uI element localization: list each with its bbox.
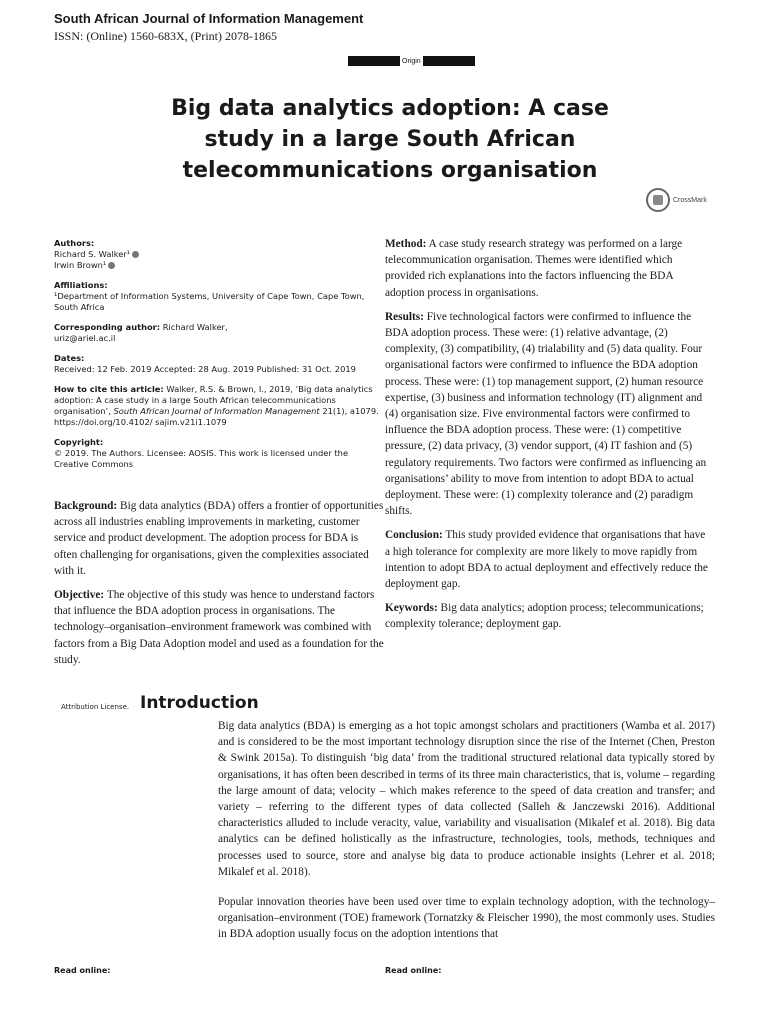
- corresponding-name: Richard Walker,: [162, 322, 228, 332]
- copyright-heading: Copyright:: [54, 437, 104, 447]
- background-text: Big data analytics (BDA) offers a frontier of opportunities across all industries enabling improvements in marketing, customer service and product development. The adoption process for BDA is often challenging for organisations, given the complexities associated with it.: [54, 500, 384, 577]
- method-heading: Method:: [385, 238, 427, 250]
- affiliation: ¹Department of Information Systems, University of Cape Town, Cape Town, South Africa: [54, 291, 365, 312]
- title-line-3: telecommunications organisation: [182, 158, 598, 183]
- dates: Received: 12 Feb. 2019 Accepted: 28 Aug. 2019 Published: 31 Oct. 2019: [54, 364, 356, 374]
- redaction-block-left: [348, 56, 400, 66]
- author-1: Richard S. Walker¹: [54, 249, 131, 259]
- journal-name: South African Journal of Information Management: [54, 11, 364, 26]
- author-2: Irwin Brown¹: [54, 260, 107, 270]
- crossmark-icon: [646, 188, 670, 212]
- corresponding-email[interactable]: uriz@ariel.ac.il: [54, 333, 116, 343]
- copyright: © 2019. The Authors. Licensee: AOSIS. This work is licensed under the Creative Commons: [54, 448, 349, 469]
- article-title: [150, 93, 630, 186]
- article-type: Origin: [402, 57, 421, 65]
- abstract-right: [385, 236, 710, 641]
- intro-paragraph-2: Popular innovation theories have been used over time to explain technology adoption, with the technology–organisation–environment (TOE) framework (Tornatzky & Fleischer 1990), the most commonly uses. Studies in BDA adoption usually focus on the adoption intentions that: [218, 896, 715, 941]
- orcid-icon[interactable]: [132, 251, 139, 258]
- read-online-left: Read online:: [54, 966, 111, 975]
- conclusion-heading: Conclusion:: [385, 529, 443, 542]
- read-online-right: Read online:: [385, 966, 442, 975]
- background-heading: Background:: [54, 500, 118, 512]
- objective-heading: Objective:: [54, 589, 105, 602]
- title-line-1: Big data analytics adoption: A case: [171, 96, 609, 121]
- authors-heading: Authors:: [54, 238, 95, 248]
- redaction-block-right: [423, 56, 475, 66]
- introduction-body: [218, 718, 715, 957]
- method-text: A case study research strategy was performed on a large telecommunication organisation. Themes were identified which provided rich explanations into the factors influencing the BDA adoption process in organisations.: [385, 238, 683, 299]
- introduction-heading: Introduction: [140, 693, 259, 713]
- issn: ISSN: (Online) 1560-683X, (Print) 2078-1865: [54, 29, 277, 43]
- crossmark-badge[interactable]: [646, 188, 707, 212]
- corresponding-heading: Corresponding author:: [54, 322, 161, 332]
- dates-heading: Dates:: [54, 353, 85, 363]
- cite-text: Walker, R.S. & Brown, I., 2019, ‘Big data analytics adoption: A case study in a large South African telecommunications organisation’,: [54, 384, 373, 416]
- cite-journal: South African Journal of Information Management: [113, 406, 320, 416]
- results-heading: Results:: [385, 310, 424, 323]
- affiliations-heading: Affiliations:: [54, 280, 108, 290]
- keywords-heading: Keywords:: [385, 602, 438, 615]
- cite-heading: How to cite this article:: [54, 384, 164, 394]
- results-text: Five technological factors were confirmed to influence the BDA adoption process. These were: (1) relative advantage, (2) complexity, (3) compatibility, (4) trialability and (5) data quality. Four organisational factors were confirmed to influence the BDA adoption process. These were: (1) top management support, (2) human resource expertise, (3) business and information technology (IT) alignment and (4) organisation size. Five environmental factors were confirmed to influence the BDA adoption process. These were: (1) competitive pressure, (2) data privacy, (3) vendor support, (4) IT fashion and (5) regulatory requirements. Two factors were confirmed as influencing an organisations’ ability to move from intention to adopt BDA to actual deployment. These were: (1) complexity tolerance and (2) paradigm shifts.: [385, 310, 707, 518]
- article-metadata: [54, 238, 384, 479]
- intro-paragraph-1: Big data analytics (BDA) is emerging as a hot topic amongst scholars and practitioners (Wamba et al. 2017) and is considered to be the most important technology disruption since the rise of the Internet (Chen, Preston & Swink 2015a). To distinguish ‘big data’ from the traditional structured relational data typically stored by organisations, it has often been described in terms of its three main characteristics, that is, volume – regarding the large amount of data; velocity – which makes reference to the speed of data creation and transfer; and variety – referring to the different types of data collected (Salleh & Janczewski 2016). Additional characteristics alluded to include veracity, value, variability and visualisation (Mikalef et al. 2018). Big data analytics can be defined holistically as the infrastructure, technologies, tools, methods, techniques and processes used to source, store and analyse big data to produce actionable insights (Lehrer et al. 2018; Mikalef et al. 2018).: [218, 720, 715, 878]
- keywords-text: Big data analytics; adoption process; telecommunications; complexity tolerance; deployment gap.: [385, 602, 704, 631]
- attribution-note: Attribution License.: [61, 703, 130, 711]
- article-type-bar: [348, 56, 475, 66]
- objective-text: The objective of this study was hence to understand factors that influence the BDA adoption process in organisations. The technology–organisation–environment framework was combined with factors from a Big Data Adoption model and used as a foundation for the study.: [54, 589, 384, 666]
- conclusion-text: This study provided evidence that organisations that have a high tolerance for complexity are more likely to move rapidly from intention to adopt BDA to actual deployment and effectively reduce the deployment gap.: [385, 529, 708, 591]
- title-line-2: study in a large South African: [204, 127, 576, 152]
- orcid-icon[interactable]: [108, 262, 115, 269]
- cite-doi[interactable]: 21(1), a1079. https://doi.org/10.4102/ sajim.v21i1.1079: [54, 406, 379, 427]
- crossmark-label: CrossMark: [673, 196, 707, 204]
- abstract-left: [54, 498, 384, 676]
